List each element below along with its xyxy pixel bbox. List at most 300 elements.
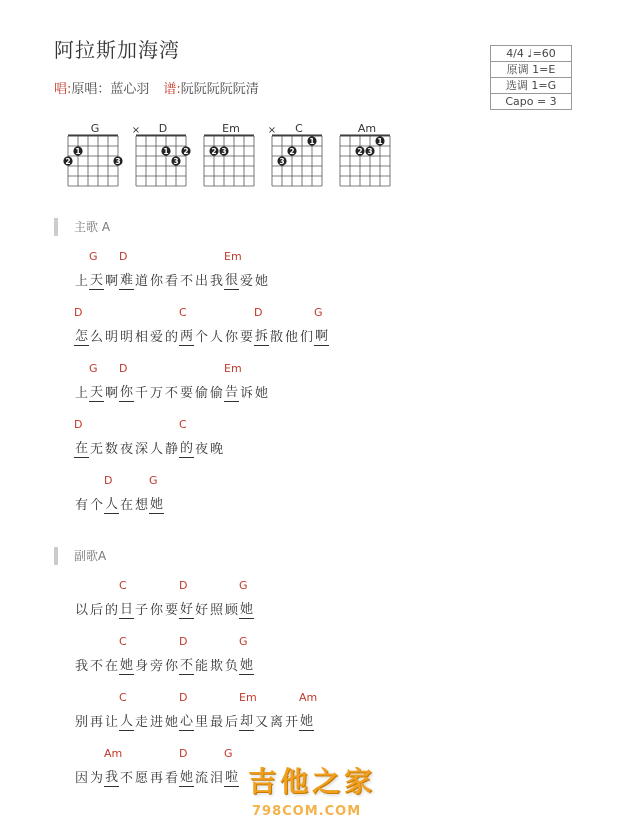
lyric-char: 日 [119,602,133,617]
lyric-char: 两 [179,329,193,344]
lyric-cell [179,635,194,675]
finger-number: 1 [75,147,81,156]
lyric-char: 进 [149,715,163,730]
lyric-cell [179,418,194,458]
lyric-cell [89,362,104,402]
lyric-cell [119,362,134,402]
lyric-cell [179,362,194,402]
lyric-line [74,747,239,787]
lyric-char: 照 [209,603,223,618]
fretboard-grid [60,120,130,190]
lyric-cell [164,306,179,346]
lyric-char: 心 [179,714,193,729]
lyric-cell [89,747,104,787]
lyric-char: 道 [134,274,148,289]
lyric-char: 因 [74,771,88,786]
lyric-cell [74,691,89,731]
chord-label: D [179,747,188,760]
watermark-text: 吉他之家 [248,765,377,798]
lyric-char: 啊 [314,329,328,344]
lyric-cell [179,691,194,731]
lyric-char: 我 [74,659,88,674]
lyric-char: 告 [224,385,238,400]
finger-number: 3 [221,147,227,156]
lyric-cell [89,691,104,731]
lyric-cell [254,362,269,402]
lyric-cell [254,250,269,290]
song-info-box [490,45,572,110]
lyric-char: 不 [89,659,103,674]
lyric-char: 我 [104,770,118,785]
lyric-cell [119,306,134,346]
original-key: 原调 1=E [491,62,571,78]
lyric-char: 人 [119,714,133,729]
lyric-cell [209,418,224,458]
lyric-cell [284,691,299,731]
lyric-char: 拆 [254,329,268,344]
lyric-cell [119,579,134,619]
lyric-char: 我 [209,274,223,289]
lyric-char: 流 [194,771,208,786]
lyric-char: 上 [74,274,88,289]
lyric-char: 不 [164,386,178,401]
lyric-char: 不 [119,771,133,786]
lyric-char: 她 [119,658,133,673]
singer-label: 唱: [54,82,72,97]
lyric-cell [224,306,239,346]
lyric-char: 她 [239,602,253,617]
lyric-char: 在 [74,441,88,456]
chord-label: Em [239,691,257,704]
lyric-cell [194,747,209,787]
lyric-cell [254,306,269,346]
chord-label: C [119,691,127,704]
lyric-char: 要 [179,386,193,401]
lyric-char: 很 [224,273,238,288]
fretboard-grid [196,120,266,190]
lyric-cell [239,362,254,402]
finger-number: 2 [183,147,189,156]
lyric-cell [134,418,149,458]
lyric-char: 你 [149,603,163,618]
lyric-cell [149,362,164,402]
lyric-cell [209,747,224,787]
lyric-cell [89,579,104,619]
lyric-char: 不 [179,274,193,289]
lyric-cell [119,474,134,514]
lyric-char: 看 [164,771,178,786]
lyric-cell [224,691,239,731]
lyric-char: 夜 [194,442,208,457]
lyric-cell [89,635,104,675]
lyric-char: 么 [89,330,103,345]
lyric-cell [224,250,242,290]
lyric-char: 再 [89,715,103,730]
lyric-cell [119,418,134,458]
lyric-char: 散 [269,330,283,345]
lyric-cell [224,579,239,619]
lyric-char: 走 [134,715,148,730]
lyric-char: 再 [149,771,163,786]
tab-label: 谱: [163,82,181,97]
lyric-cell [149,747,164,787]
selected-key: 选调 1=G [491,78,571,94]
lyric-char: 后 [89,603,103,618]
lyric-char: 旁 [149,659,163,674]
time-signature: 4/4 ♩=60 [491,46,571,62]
lyric-char: 能 [194,659,208,674]
lyric-cell [104,635,119,675]
lyric-char: 人 [104,497,118,512]
lyric-cell [104,474,119,514]
lyric-char: 怎 [74,329,88,344]
lyric-cell [314,306,329,346]
lyric-cell [164,418,179,458]
chord-label: Am [104,747,123,760]
lyric-char: 欺 [209,659,223,674]
lyric-cell [194,691,209,731]
chord-name: C [295,122,303,135]
lyric-cell [194,250,209,290]
lyric-cell [179,579,194,619]
lyric-cell [164,691,179,731]
lyric-char: 在 [104,659,118,674]
chord-name: G [90,122,100,135]
lyric-char: 后 [224,715,238,730]
lyric-char: 的 [179,441,193,456]
lyric-char: 天 [89,273,103,288]
lyric-char: 诉 [239,386,253,401]
chord-label: C [119,635,127,648]
lyric-cell [164,250,179,290]
lyric-char: 开 [284,715,298,730]
lyric-cell [119,747,134,787]
lyric-char: 好 [179,602,193,617]
lyric-cell [74,362,89,402]
lyric-line [74,306,329,346]
chord-label: Am [299,691,318,704]
lyric-cell [299,691,318,731]
lyric-line [74,418,224,458]
lyric-char: 的 [164,330,178,345]
lyric-char: 们 [299,330,313,345]
lyric-char: 看 [164,274,178,289]
chord-label: D [104,474,113,487]
lyric-char: 身 [134,659,148,674]
lyric-char: 偷 [209,386,223,401]
lyric-cell [194,635,209,675]
chord-label: G [239,635,248,648]
lyric-char: 相 [134,330,148,345]
section-heading: 副歌A [54,547,106,565]
chord-label: G [239,579,248,592]
lyric-cell [299,306,314,346]
lyric-char: 又 [254,715,268,730]
lyric-char: 出 [194,274,208,289]
lyric-char: 却 [239,714,253,729]
watermark-logo [248,760,398,830]
fretboard-grid [264,120,334,190]
finger-number: 2 [357,147,363,156]
lyric-char: 难 [119,273,133,288]
lyric-char: 她 [254,386,268,401]
lyric-cell [74,418,89,458]
lyric-cell [209,306,224,346]
lyric-line [74,579,254,619]
lyric-cell [164,579,179,619]
lyric-cell [269,691,284,731]
lyric-cell [134,691,149,731]
lyric-char: 晚 [209,442,223,457]
lyric-cell [209,691,224,731]
lyric-cell [134,474,149,514]
chord-label: G [149,474,158,487]
lyric-char: 明 [104,330,118,345]
lyric-cell [239,691,257,731]
chord-label: Em [224,250,242,263]
lyric-cell [194,306,209,346]
lyric-cell [224,362,242,402]
lyric-cell [209,250,224,290]
lyric-line [74,250,269,290]
chord-label: D [74,306,83,319]
credits [54,78,259,97]
lyric-char: 天 [89,385,103,400]
chord-label: C [119,579,127,592]
lyric-char: 她 [179,770,193,785]
finger-number: 2 [211,147,217,156]
lyric-cell [134,250,149,290]
capo: Capo = 3 [505,95,557,108]
lyric-char: 最 [209,715,223,730]
lyric-char: 上 [74,386,88,401]
lyric-char: 人 [209,330,223,345]
chord-name: D [158,122,168,135]
lyric-cell [224,747,239,787]
chord-label: C [179,306,187,319]
fretboard-grid [128,120,198,190]
lyric-line [74,474,164,514]
lyric-cell [149,691,164,731]
lyric-line [74,635,254,675]
lyric-cell [149,250,164,290]
lyric-cell [224,635,239,675]
lyric-char: 要 [239,330,253,345]
mute-mark: × [267,125,277,136]
lyric-char: 为 [89,771,103,786]
lyric-cell [194,579,209,619]
lyric-cell [89,250,104,290]
chord-label: G [224,747,233,760]
lyric-char: 她 [164,715,178,730]
lyric-char: 有 [74,498,88,513]
lyric-cell [74,250,89,290]
lyric-cell [164,747,179,787]
mute-mark: × [131,125,141,136]
chord-diagram-d [128,120,198,190]
finger-number: 2 [289,147,295,156]
lyric-char: 愿 [134,771,148,786]
lyric-cell [179,250,194,290]
lyric-cell [164,362,179,402]
lyric-char: 别 [74,715,88,730]
lyric-char: 人 [149,442,163,457]
chord-label: D [179,635,188,648]
lyric-char: 以 [74,603,88,618]
lyric-cell [269,306,284,346]
lyric-char: 顾 [224,603,238,618]
chord-label: D [74,418,83,431]
lyric-cell [239,579,254,619]
lyric-char: 要 [164,603,178,618]
lyric-cell [149,635,164,675]
lyric-cell [74,306,89,346]
lyric-char: 数 [104,442,118,457]
lyric-cell [89,474,104,514]
lyric-char: 深 [134,442,148,457]
lyric-cell [179,306,194,346]
lyric-cell [209,635,224,675]
lyric-cell [74,474,89,514]
lyric-char: 明 [119,330,133,345]
chord-label: G [89,362,98,375]
lyric-char: 的 [104,603,118,618]
lyric-cell [119,691,134,731]
lyric-cell [239,306,254,346]
chord-label: D [179,579,188,592]
chord-name: Am [357,122,377,135]
song-title: 阿拉斯加海湾 [54,38,180,62]
lyric-char: 静 [164,442,178,457]
lyric-char: 无 [89,442,103,457]
tab-author: 阮阮阮阮阮清 [180,82,259,97]
singer: 原唱：蓝心羽 [71,82,150,97]
lyric-cell [104,691,119,731]
lyric-char: 她 [299,714,313,729]
lyric-char: 夜 [119,442,133,457]
lyric-char: 不 [179,658,193,673]
chord-name: Em [222,122,240,135]
lyric-cell [179,747,194,787]
lyric-char: 爱 [239,274,253,289]
chord-diagram-em [196,120,266,190]
lyric-cell [134,747,149,787]
chord-label: Em [224,362,242,375]
lyric-char: 偷 [194,386,208,401]
lyric-char: 万 [149,386,163,401]
lyric-cell [134,306,149,346]
lyric-cell [134,635,149,675]
lyric-char: 他 [284,330,298,345]
lyric-line [74,691,318,731]
finger-number: 1 [309,137,315,146]
finger-number: 3 [173,157,179,166]
lyric-char: 啦 [224,770,238,785]
lyric-cell [89,418,104,458]
lyric-cell [104,306,119,346]
lyric-cell [149,579,164,619]
lyric-char: 她 [149,497,163,512]
lyric-char: 子 [134,603,148,618]
lyric-char: 你 [164,659,178,674]
lyric-cell [104,579,119,619]
lyric-cell [104,418,119,458]
lyric-char: 泪 [209,771,223,786]
section-heading: 主歌 A [54,218,110,236]
chord-label: D [119,250,128,263]
lyric-cell [89,306,104,346]
chord-label: G [89,250,98,263]
lyric-char: 想 [134,498,148,513]
lyric-cell [239,635,254,675]
lyric-char: 她 [254,274,268,289]
lyric-char: 好 [194,603,208,618]
lyric-line [74,362,269,402]
lyric-char: 啊 [104,274,118,289]
chord-label: D [119,362,128,375]
lyric-cell [74,747,89,787]
lyric-cell [149,306,164,346]
lyric-char: 千 [134,386,148,401]
lyric-cell [104,362,119,402]
finger-number: 2 [65,157,71,166]
lyric-char: 让 [104,715,118,730]
lyric-cell [209,362,224,402]
lyric-cell [194,362,209,402]
finger-number: 3 [279,157,285,166]
lyric-char: 个 [194,330,208,345]
lyric-cell [134,579,149,619]
lyric-char: 你 [149,274,163,289]
lyric-cell [149,418,164,458]
lyric-cell [284,306,299,346]
chord-diagram-g [60,120,130,190]
lyric-cell [134,362,149,402]
lyric-cell [149,474,164,514]
lyric-cell [164,635,179,675]
finger-number: 3 [115,157,121,166]
lyric-cell [104,747,123,787]
lyric-char: 负 [224,659,238,674]
lyric-cell [119,250,134,290]
chord-label: C [179,418,187,431]
lyric-char: 啊 [104,386,118,401]
lyric-char: 个 [89,498,103,513]
lyric-cell [239,250,254,290]
lyric-cell [104,250,119,290]
chord-label: G [314,306,323,319]
lyric-cell [74,579,89,619]
chord-diagram-c [264,120,334,190]
lyric-char: 她 [239,658,253,673]
lyric-cell [119,635,134,675]
lyric-char: 你 [224,330,238,345]
lyric-char: 爱 [149,330,163,345]
finger-number: 3 [367,147,373,156]
lyric-char: 你 [119,385,133,400]
lyric-cell [209,579,224,619]
finger-number: 1 [377,137,383,146]
fretboard-grid [332,120,402,190]
lyric-char: 里 [194,715,208,730]
lyric-cell [254,691,269,731]
lyric-char: 离 [269,715,283,730]
lyric-cell [194,418,209,458]
chord-label: D [254,306,263,319]
lyric-char: 在 [119,498,133,513]
finger-number: 1 [163,147,169,156]
chord-label: D [179,691,188,704]
